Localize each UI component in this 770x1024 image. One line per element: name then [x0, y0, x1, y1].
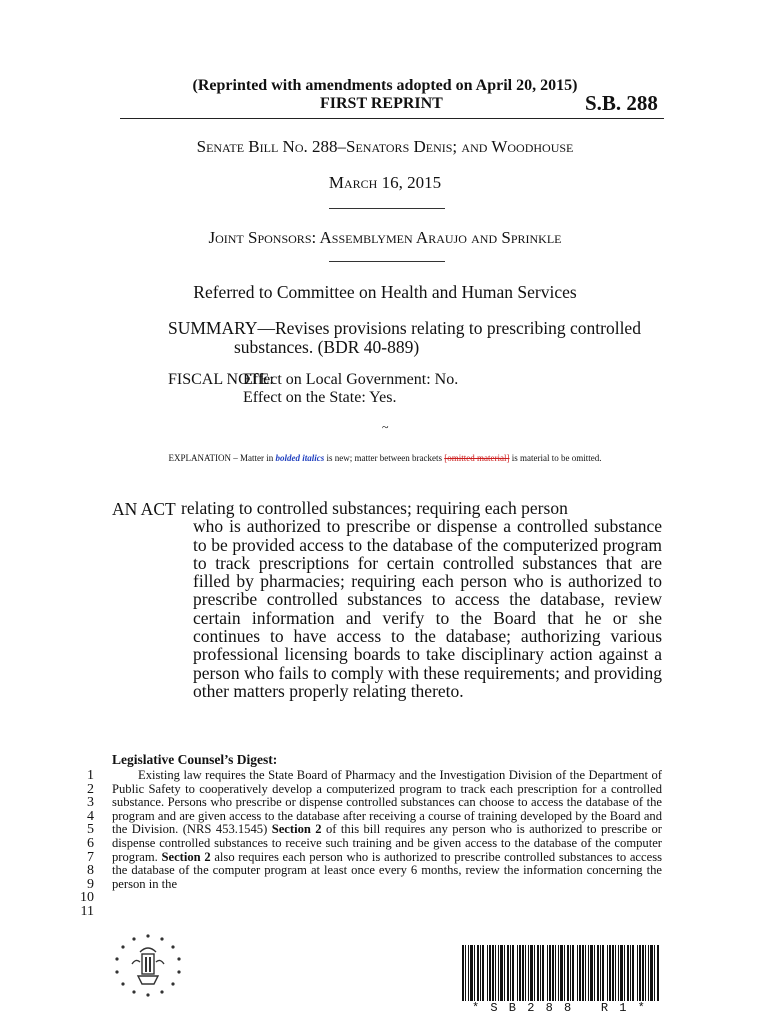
- barcode-bar: [597, 945, 599, 1001]
- line-number: 11: [80, 903, 94, 919]
- barcode-bar: [537, 945, 539, 1001]
- barcode-bar: [654, 945, 655, 1001]
- barcode-bar: [492, 945, 494, 1001]
- barcode-bar: [512, 945, 514, 1001]
- barcode-bar: [648, 945, 649, 1001]
- barcode-bar: [498, 945, 499, 1001]
- barcode-bar: [482, 945, 484, 1001]
- digest-section-ref-2: Section 2: [161, 849, 211, 864]
- barcode-bar: [630, 945, 631, 1001]
- barcode-bar: [590, 945, 593, 1001]
- barcode-bar: [607, 945, 608, 1001]
- digest-title: Legislative Counsel’s Digest:: [112, 752, 278, 767]
- barcode-bar: [637, 945, 638, 1001]
- barcode-bar: [462, 945, 464, 1001]
- barcode-bar: [480, 945, 481, 1001]
- barcode-bar: [618, 945, 619, 1001]
- line-number: 2: [87, 781, 94, 797]
- barcode-bar: [588, 945, 589, 1001]
- digest-segment-2: of this bill requires any person who is authorized to prescribe or dispense controlled substances to receive such training and be given access to the database of the computer program.: [112, 822, 662, 864]
- barcode-bar: [642, 945, 644, 1001]
- barcode-bar: [632, 945, 634, 1001]
- barcode-bar: [564, 945, 565, 1001]
- digest-segment-1: Existing law requires the State Board of Pharmacy and the Investigation Division of the Department of Public Safety to cooperatively develop a computerized program to track each prescription for a controlled substance. Persons who prescribe or dispense controlled substances can choose to access the database of the program and are given access to the database after receiving a course of training developed by the Board and the Division. (NRS 453.1545): [112, 768, 662, 837]
- barcode-bar: [528, 945, 529, 1001]
- explanation-strike-term: [omitted material]: [444, 453, 510, 463]
- barcode-bar: [624, 945, 625, 1001]
- barcode-bar: [560, 945, 563, 1001]
- explanation-middle: is new; matter between brackets: [324, 453, 445, 463]
- sponsors-divider: [329, 261, 445, 262]
- header-divider: [120, 118, 664, 119]
- line-number: 10: [80, 890, 94, 906]
- barcode-bar: [612, 945, 614, 1001]
- barcode-bar: [517, 945, 518, 1001]
- barcode-bar: [570, 945, 571, 1001]
- line-number: 4: [87, 808, 94, 824]
- barcode-bar: [534, 945, 535, 1001]
- digest-segment-3: also requires each person who is authorized to prescribe controlled substances to access the database of the computer program at least once every 6 months, review the information concerning the person in the: [112, 849, 662, 891]
- barcode-bar: [495, 945, 496, 1001]
- barcode-bar: [585, 945, 586, 1001]
- fiscal-state-effect: Effect on the State: Yes.: [243, 389, 397, 406]
- reprint-note: (Reprinted with amendments adopted on April 20, 2015): [192, 77, 578, 94]
- bill-date: March 16, 2015: [328, 173, 442, 192]
- barcode-bar: [522, 945, 524, 1001]
- summary-line-2: substances. (BDR 40-889): [234, 337, 420, 357]
- line-number: 3: [87, 795, 94, 811]
- act-first-line: relating to controlled substances; requiring each person: [181, 498, 568, 518]
- committee-referral: Referred to Committee on Health and Human Services: [193, 282, 577, 302]
- barcode-bar: [567, 945, 569, 1001]
- barcode-bar: [555, 945, 556, 1001]
- barcode-bar: [549, 945, 551, 1001]
- barcode-bar: [525, 945, 526, 1001]
- summary-line-1: SUMMARY—Revises provisions relating to prescribing controlled: [168, 318, 641, 338]
- barcode-label: * S B 2 8 8 R 1 *: [472, 1001, 647, 1015]
- barcode-bar: [500, 945, 503, 1001]
- line-number: 9: [87, 876, 94, 892]
- barcode-bar: [615, 945, 616, 1001]
- barcode-bar: [519, 945, 521, 1001]
- date-divider: [329, 208, 445, 209]
- barcode-bar: [657, 945, 659, 1001]
- barcode-bar: [504, 945, 505, 1001]
- barcode-bar: [600, 945, 601, 1001]
- explanation-suffix: is material to be omitted.: [509, 453, 602, 463]
- act-body: who is authorized to prescribe or dispense a controlled substance to be provided access to the database of the computerized program to track prescriptions for certain controlled substances that are filled by pharmacies; requiring each person who is authorized to prescribe controlled substances to access the database, review certain information and verify to the Board that he or she continues to have access to the database; authorizing various professional licensing boards to take disciplinary action against a person who fails to comply with these requirements; and providing other matters properly relating thereto.: [193, 516, 663, 701]
- barcode-bar: [510, 945, 511, 1001]
- line-number: 6: [87, 835, 94, 851]
- joint-sponsors: Joint Sponsors: Assemblymen Araujo and Sprinkle: [208, 228, 562, 247]
- barcode-bar: [489, 945, 491, 1001]
- barcode-bar: [572, 945, 574, 1001]
- barcode-bar: [540, 945, 541, 1001]
- line-numbers: [62, 769, 94, 919]
- barcode-bar: [468, 945, 469, 1001]
- act-description: [181, 498, 663, 701]
- barcode-bar: [609, 945, 611, 1001]
- barcode-bar: [639, 945, 641, 1001]
- act-label: AN ACT: [112, 499, 176, 519]
- barcode-bar: [547, 945, 548, 1001]
- explanation-prefix: EXPLANATION – Matter in: [168, 453, 276, 463]
- state-seal-icon: [110, 930, 186, 1000]
- barcode-icon: [462, 945, 660, 1001]
- bill-number: S.B. 288: [585, 91, 658, 115]
- barcode-bar: [645, 945, 646, 1001]
- barcode-bar: [650, 945, 653, 1001]
- line-number: 7: [87, 849, 94, 865]
- explanation-italic-term: bolded italics: [275, 453, 325, 463]
- digest-section-ref-1: Section 2: [271, 822, 322, 837]
- line-number: 8: [87, 863, 94, 879]
- barcode-bar: [620, 945, 623, 1001]
- barcode-bar: [465, 945, 466, 1001]
- barcode-bar: [558, 945, 559, 1001]
- barcode-bar: [487, 945, 488, 1001]
- explanation-note: [0, 453, 770, 463]
- barcode-bar: [470, 945, 473, 1001]
- barcode-bar: [552, 945, 554, 1001]
- barcode-bar: [542, 945, 544, 1001]
- digest-body: [112, 769, 662, 891]
- barcode-bar: [530, 945, 533, 1001]
- barcode-bar: [474, 945, 475, 1001]
- barcode-bar: [627, 945, 629, 1001]
- line-number: 5: [87, 822, 94, 838]
- fiscal-note-label: FISCAL NOTE:: [168, 371, 274, 388]
- bill-title: Senate Bill No. 288–Senators Denis; and Woodhouse: [196, 137, 574, 156]
- line-number: 1: [87, 768, 94, 783]
- barcode-bar: [582, 945, 584, 1001]
- barcode-bar: [507, 945, 509, 1001]
- barcode-bar: [477, 945, 479, 1001]
- barcode-bar: [602, 945, 604, 1001]
- barcode-bar: [577, 945, 578, 1001]
- barcode-bar: [594, 945, 595, 1001]
- fiscal-local-effect: Effect on Local Government: No.: [243, 371, 459, 388]
- bill-summary: [168, 319, 668, 357]
- first-reprint-label: FIRST REPRINT: [320, 95, 443, 112]
- barcode-bar: [579, 945, 581, 1001]
- tilde-separator: ~: [382, 420, 389, 434]
